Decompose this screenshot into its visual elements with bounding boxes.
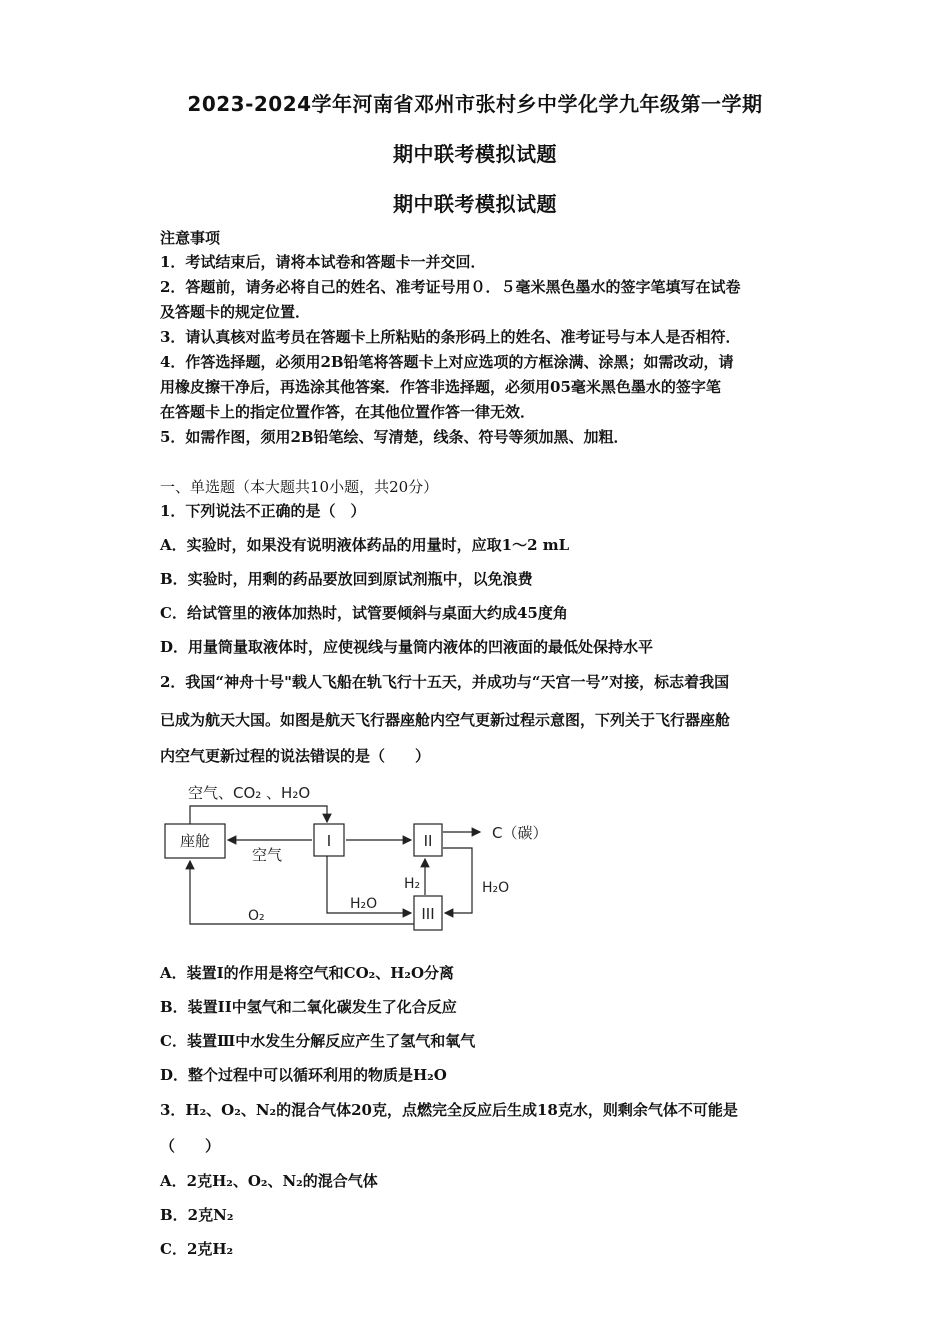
doc-title-line3: 期中联考模拟试题 [393, 192, 557, 216]
device-2-label: II [423, 832, 433, 850]
notice-line: 及答题卡的规定位置． [160, 303, 311, 321]
q1-option-b: B．实验时，用剩的药品要放回到原试剂瓶中，以免浪费 [160, 570, 533, 588]
notice-line: 用橡皮擦干净后，再选涂其他答案．作答非选择题，必须用05毫米黑色墨水的签字笔 [160, 378, 721, 396]
q1-option-c: C．给试管里的液体加热时，试管要倾斜与桌面大约成45度角 [160, 604, 568, 622]
q1-option-a: A．实验时，如果没有说明液体药品的用量时，应取1～2 mL [160, 536, 570, 554]
q3-stem-line: 3．H₂、O₂、N₂的混合气体20克，点燃完全反应后生成18克水，则剩余气体不可能是 [160, 1101, 738, 1119]
notice-line: 5．如需作图，须用2B铅笔绘、写清楚，线条、符号等须加黑、加粗． [160, 428, 629, 446]
q1-option-d: D．用量筒量取液体时，应使视线与量筒内液体的凹液面的最低处保持水平 [160, 638, 654, 656]
q3-option-c: C．2克H₂ [160, 1240, 234, 1258]
top-flow-label: 空气、CO₂ 、H₂O [188, 784, 311, 802]
notice-heading: 注意事项 [160, 229, 221, 247]
arrow-device2-to-device3 [443, 848, 472, 913]
arrow-cabin-to-device1 [190, 806, 327, 824]
device-3-label: III [421, 905, 435, 923]
section-heading: 一、单选题（本大题共10小题，共20分） [160, 478, 439, 496]
cabin-label: 座舱 [179, 832, 211, 850]
air-renewal-diagram [160, 776, 560, 946]
doc-title-line2: 期中联考模拟试题 [393, 142, 557, 166]
q2-option-b: B．装置II中氢气和二氧化碳发生了化合反应 [160, 998, 457, 1016]
carbon-label: C（碳） [492, 824, 548, 842]
q3-option-b: B．2克N₂ [160, 1206, 234, 1224]
q2-stem-line: 已成为航天大国。如图是航天飞行器座舱内空气更新过程示意图，下列关于飞行器座舱 [160, 711, 731, 729]
notice-line: 2．答题前，请务必将自己的姓名、准考证号用０．５毫米黑色墨水的签字笔填写在试卷 [160, 278, 741, 296]
q1-stem: 1．下列说法不正确的是（ ） [160, 502, 366, 520]
air-label: 空气 [252, 846, 283, 864]
q3-stem-line: （ ） [160, 1137, 221, 1155]
q2-option-a: A．装置I的作用是将空气和CO₂、H₂O分离 [160, 964, 455, 982]
notice-line: 3．请认真核对监考员在答题卡上所粘贴的条形码上的姓名、准考证号与本人是否相符． [160, 328, 741, 346]
h2o-right-label: H₂O [482, 880, 510, 896]
q3-option-a: A．2克H₂、O₂、N₂的混合气体 [160, 1172, 378, 1190]
q2-stem-line: 内空气更新过程的说法错误的是（ ） [160, 747, 431, 765]
q2-option-c: C．装置Ⅲ中水发生分解反应产生了氢气和氧气 [160, 1032, 476, 1050]
o2-label: O₂ [248, 908, 265, 924]
notice-line: 1．考试结束后，请将本试卷和答题卡一并交回． [160, 253, 486, 271]
arrow-device3-to-cabin [190, 861, 414, 924]
doc-title-line1: 2023-2024学年河南省邓州市张村乡中学化学九年级第一学期 [187, 92, 763, 116]
h2-label: H₂ [404, 876, 421, 892]
device-1-label: I [326, 832, 332, 850]
h2o-mid-label: H₂O [350, 896, 378, 912]
notice-line: 4．作答选择题，必须用2B铅笔将答题卡上对应选项的方框涂满、涂黑；如需改动，请 [160, 353, 734, 371]
q2-stem-line: 2．我国“神舟十号"载人飞船在轨飞行十五天，并成功与“天宫一号”对接，标志着我国 [160, 673, 730, 691]
q2-option-d: D．整个过程中可以循环利用的物质是H₂O [160, 1066, 447, 1084]
notice-line: 在答题卡上的指定位置作答，在其他位置作答一律无效． [160, 403, 536, 421]
